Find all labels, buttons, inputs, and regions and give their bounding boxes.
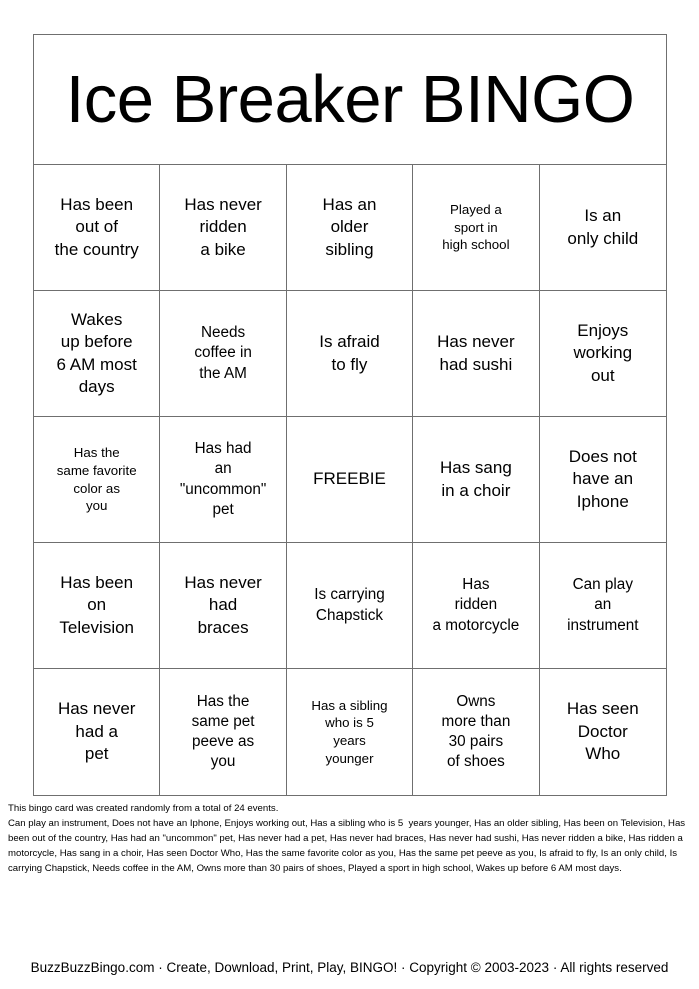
bingo-cell: Has the same favorite color as you [34,417,160,543]
bingo-cell: Is an only child [540,165,666,291]
bingo-cell-freebie: FREEBIE [287,417,413,543]
bingo-cell: Has been out of the country [34,165,160,291]
bingo-cell: Has never had braces [160,543,286,669]
bingo-grid [34,165,666,795]
bingo-cell: Has the same pet peeve as you [160,669,286,795]
bingo-cell: Has had an "uncommon" pet [160,417,286,543]
bingo-cell: Has ridden a motorcycle [413,543,539,669]
bingo-cell: Needs coffee in the AM [160,291,286,417]
bingo-cell: Has been on Television [34,543,160,669]
bingo-cell: Has a sibling who is 5 years younger [287,669,413,795]
bingo-cell: Is afraid to fly [287,291,413,417]
bingo-cell: Owns more than 30 pairs of shoes [413,669,539,795]
bingo-cell: Wakes up before 6 AM most days [34,291,160,417]
bingo-cell: Has seen Doctor Who [566,699,639,764]
bingo-cell: Is carrying Chapstick [287,543,413,669]
bingo-cell: Has never ridden a bike [160,165,286,291]
card-footnote [8,801,696,876]
footnote-intro: This bingo card was created randomly from a total of 24 events. [8,803,279,814]
bingo-cell: Has an older sibling [287,165,413,291]
bingo-cell: Played a sport in high school [413,165,539,291]
bingo-cell: Has sang in a choir [413,417,539,543]
bingo-cell: Has never had sushi [413,291,539,417]
site-footer: BuzzBuzzBingo.com · Create, Download, Print, Play, BINGO! · Copyright © 2003-2023 · All rights reserved [30,960,669,975]
bingo-cell: Has never had a pet [34,669,160,795]
footnote-events: Can play an instrument, Does not have an Iphone, Enjoys working out, Has a sibling who is 5 years younger, Has an older sibling, Has been on Television, Has been out of the country, Has had an "uncommon" pet, Has never had a pet, Has never had braces, Has never had sushi, Has never ridden a bike, Has ridden a motorcycle, Has sang in a choir, Has seen Doctor Who, Has the same favorite color as you, Has the same pet peeve as you, Is afraid to fly, Is an only child, Is carrying Chapstick, Needs coffee in the AM, Owns more than 30 pairs of shoes, Played a sport in high school, Wakes up before 6 AM most days. [8,818,688,874]
bingo-card [33,34,667,796]
page-title: Ice Breaker BINGO [65,62,635,137]
bingo-cell: Enjoys working out [540,291,666,417]
title-row [34,35,666,165]
bingo-cell: Can play an instrument [540,543,666,669]
bingo-cell: Does not have an Iphone [540,417,666,543]
